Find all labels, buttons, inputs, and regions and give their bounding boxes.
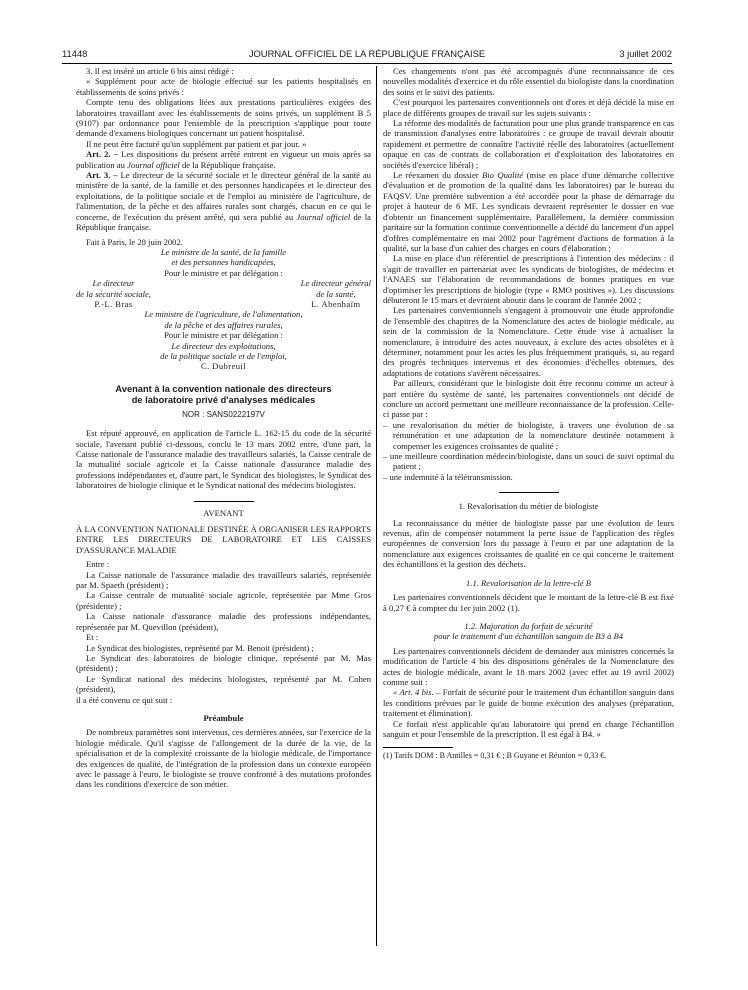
list-item: – une indemnité à la télétransmission. — [383, 471, 513, 482]
paragraph: Et : — [86, 632, 99, 643]
paragraph: La réforme des modalités de facturation pour une plus grande transparence en cas de transmission d'analyses entre laboratoires : ce groupe de travail devrait aboutir rapidement et permettre de connaître l'activité réelle des laboratoires (actuellement opaque en cas de contrats de collaboration et d'exploitation des laboratoires en sociétés d'exercice libéral) ; — [383, 118, 674, 170]
page-number: 11448 — [62, 48, 88, 59]
avenant-title: AVENANT — [203, 507, 244, 518]
signatory-name: C. Dubreuil — [201, 361, 246, 372]
footnote-rule — [383, 747, 453, 748]
signatory-title: Le directeur des exploitations, — [171, 340, 276, 351]
article-2: Art. 2. – Les dispositions du présent arrêté entrent en vigueur un mois après sa publication au Journal officiel de la République française. — [76, 149, 371, 170]
section-heading: de laboratoire privé d'analyses médicales — [131, 394, 316, 405]
signatures-row — [76, 278, 371, 309]
paragraph: La Caisse nationale d'assurance maladie des professions indépendantes, représentée par M. Quevillon (président), — [76, 611, 371, 632]
paragraph: Les partenaires conventionnels décident de demander aux ministres concernés la modification de l'article 4 bis des dispositions générales de la Nomenclature des actes de biologie médicale, avant le 18 mars 2002 (avec effet au 19 avril 2002) comme suit : — [383, 645, 674, 687]
column-separator — [376, 66, 377, 946]
divider — [194, 501, 254, 502]
paragraph: Le réexamen du dossier Bio Qualité (mise en place d'une démarche collective d'évaluation et de promotion de la qualité dans les laboratoires) par le bureau du FAQSV. Une première subvention a été accordée pour la phase de démarrage du projet à hauteur de 6 MF. Les syndicats devraient représenter le dossier en vue d'obtenir un financement supplémentaire. Parallèlement, la dernière commission paritaire sur la formation continue conventionnelle a décidé du lancement d'un appel d'offres complémentaire en mai 2002 pour l'agrément d'actions de formation à la qualité, sur la base d'un cahier des charges en cours d'élaboration ; — [383, 170, 674, 253]
section-heading: Avenant à la convention nationale des directeurs — [115, 383, 332, 394]
paragraph: Le Syndicat des laboratoires de biologie clinique, représenté par M. Mas (président) ; — [76, 652, 371, 674]
minister-title: Le ministre de la santé, de la famille — [160, 246, 287, 257]
footnote: (1) Tarifs DOM : B Antilles = 0,31 € ; B Guyane et Réunion = 0,33 €. — [383, 751, 607, 761]
paragraph: Compte tenu des obligations liées aux prestations particulières exigées des laboratoires travaillant avec les établissements de soins privés, un supplément B 5 (9107) par ordonnance pour l'ensemble de la prescription s'applique pour toute demande d'examens biologiques concernant un patient hospitalisé. — [76, 97, 371, 139]
paragraph: « Supplément pour acte de biologie effectué sur les patients hospitalisés en établissements de soins privés : — [76, 76, 371, 97]
paragraph: Le Syndicat national des médecins biologistes, représenté par M. Cohen (président), — [76, 673, 371, 695]
paragraph: Ce forfait n'est applicable qu'au laboratoire qui prend en charge l'échantillon sanguin et pour l'ensemble de la prescription. Il est égal à B4. » — [383, 718, 674, 739]
journal-title: JOURNAL OFFICIEL DE LA RÉPUBLIQUE FRANÇAISE — [248, 48, 486, 59]
divider — [499, 492, 559, 493]
paragraph: Les partenaires conventionnels s'engagent à promouvoir une étude approfondie de l'ensemble des chapitres de la Nomenclature des actes de biologie médicale, au sein de la commission de la Nomenclature. Cette étude vise à actualiser la nomenclature, à introduire des actes nouveaux, à exclure des actes obsolètes et à déterminer, notamment pour les actes les plus fréquemment pratiqués, si, au regard des progrès techniques intervenus et des économies d'échelles obtenues, des adaptations de cotations s'avèrent nécessaires. — [383, 305, 674, 378]
right-column — [383, 66, 674, 762]
paragraph: Le Syndicat des biologistes, représenté par M. Benoit (président) ; — [86, 642, 314, 653]
section-title: 1. Revalorisation du métier de biologiste — [458, 501, 599, 512]
left-column — [76, 66, 371, 790]
bullet-list — [383, 420, 674, 482]
convention-title: À LA CONVENTION NATIONALE DESTINÉE À ORGANISER LES RAPPORTS ENTRE LES DIRECTEURS DE LABORATOIRE ET LES CAISSES D'ASSURANCE MALADIE — [76, 524, 371, 555]
paragraph: il a été convenu ce qui suit : — [76, 694, 173, 705]
page-header — [62, 48, 672, 62]
signatory-name: L. Abenhaïm — [311, 298, 361, 309]
paragraph: « Art. 4 bis. – Forfait de sécurité pour le traitement d'un échantillon sanguin dans les conditions prévues par le guide de bonne exécution des analyses (préparation, traitement et élimination). — [383, 687, 674, 719]
signatory-name: P.-L. Bras — [94, 298, 133, 309]
paragraph: Entre : — [86, 559, 110, 570]
delegation: Pour le ministre et par délégation : — [164, 267, 283, 278]
article-label: Art. 3. – — [86, 170, 118, 181]
paragraph: La reconnaissance du métier de biologiste passe par une évolution de leurs revenus, afin de compenser notamment la perte issue de l'application des règles européennes de conversion lors du passage à l'euro et par une adaptation de la nomenclature aux exigences croissantes de qualité en ce qui concerne le traitement des échantillons et la gestion des déchets. — [383, 517, 674, 570]
paragraph: 3. Il est inséré un article 6 bis ainsi rédigé : — [86, 66, 234, 76]
article-3: Art. 3. – Le directeur de la sécurité sociale et le directeur général de la santé au ministère de la santé, de la famille et des personnes handicapées et le directeur des exploitations, de la politique sociale et de l'emploi au ministère de l'agriculture, de l'alimentation, de la pêche et des affaires rurales sont chargés, chacun en ce qui le concerne, de l'exécution du présent arrêté, qui sera publié au Journal officiel de la République française. — [76, 170, 371, 233]
paragraph: La Caisse nationale de l'assurance maladie des travailleurs salariés, représentée par M. Spaeth (président) ; — [76, 569, 371, 591]
list-item: – une revalorisation du métier de biologiste, à travers une évolution de sa rémunération et une adaptation de la nomenclature destinée notamment à compenser les exigences croissantes de qualité ; — [383, 419, 674, 451]
paragraph: Les partenaires conventionnels décident que le montant de la lettre-clé B est fixé à 0,27 € à compter du 1er juin 2002 (1). — [383, 592, 674, 613]
signatory: Le directeur de la sécurité sociale, P.-L. Bras — [76, 278, 151, 309]
article-label: Art. 2. – — [86, 149, 119, 160]
paragraph: La mise en place d'un référentiel de prescriptions à l'intention des médecins : il s'agit de travailler en partenariat avec les syndicats de biologistes, de médecins et l'ANAES sur l'élaboration de recommandations de bonnes pratiques en vue d'optimiser les prescriptions de biologie (type « RMO positives »). Les discussions débuteront le 15 mars et devraient aboutir dans le courant de l'année 2002 ; — [383, 253, 674, 305]
paragraph: La Caisse centrale de mutualité sociale agricole, représentée par Mme Gros (présidente) ; — [76, 590, 371, 611]
minister-title: et des personnes handicapées, — [171, 257, 276, 268]
list-item: – une meilleure coordination médecin/biologiste, dans un souci de suivi optimal du patient ; — [383, 451, 674, 472]
nor-reference: NOR : SANS0222197V — [182, 409, 265, 419]
header-rule — [62, 63, 672, 64]
issue-date: 3 juillet 2002 — [619, 48, 672, 59]
signatory: Le directeur général de la santé, L. Abenhaïm — [300, 278, 371, 309]
paragraph: C'est pourquoi les partenaires conventionnels ont d'ores et déjà décidé la mise en place de différents groupes de travail sur les sujets suivants : — [383, 97, 674, 118]
paragraph: Par ailleurs, considérant que le biologiste doit être reconnu comme un acteur à part entière du système de santé, les partenaires conventionnels ont décidé de conclure un accord permettant une meilleure reconnaissance de la profession. Celle-ci passe par : — [383, 378, 674, 420]
paragraph: Ces changements n'ont pas été accompagnés d'une reconnaissance de ces nouvelles modalités d'exercice et du rôle essentiel du biologiste dans la coordination des soins et le suivi des patients. — [383, 66, 674, 97]
subsection-title: 1.1. Revalorisation de la lettre-clé B — [466, 577, 591, 588]
preamble-title: Préambule — [203, 712, 244, 723]
subsection-title: pour le traitement d'un échantillon sanguin de B3 à B4 — [433, 631, 624, 642]
minister-title: Le ministre de l'agriculture, de l'alimentation, — [144, 309, 303, 320]
paragraph: De nombreux paramètres sont intervenus, ces dernières années, sur l'exercice de la biologie médicale. Qu'il s'agisse de l'allongement de la durée de la vie, de la spécialisation et de la complexité croissante de la biologie médicale, de l'importance des exigences de qualité, de l'intégration de la profession dans un contexte européen avec le passage à l'euro, le biologiste se trouve confronté à des mutations profondes dans les conditions d'exercice de son métier. — [76, 727, 371, 790]
paragraph: Il ne peut être facturé qu'un supplément par patient et par jour. » — [86, 138, 307, 149]
minister-title: de la pêche et des affaires rurales, — [164, 319, 283, 330]
subsection-title: 1.2. Majoration du forfait de sécurité — [464, 620, 593, 631]
paragraph: Est réputé approuvé, en application de l'article L. 162-15 du code de la sécurité sociale, l'avenant publié ci-dessous, conclu le 13 mars 2002 entre, d'une part, la Caisse nationale de l'assurance maladie des travailleurs salariés, la Caisse centrale de la mutualité sociale agricole et la Caisse nationale d'assurance maladie des professions indépendantes et, d'autre part, le Syndicat des biologistes, le Syndicat des laboratoires de biologie clinique et le Syndicat national des médecins biologistes. — [76, 428, 371, 491]
signatory-title: de la politique sociale et de l'emploi, — [160, 350, 287, 361]
delegation: Pour le ministre et par délégation : — [164, 330, 283, 341]
signature-date: Fait à Paris, le 28 juin 2002. — [86, 236, 183, 247]
